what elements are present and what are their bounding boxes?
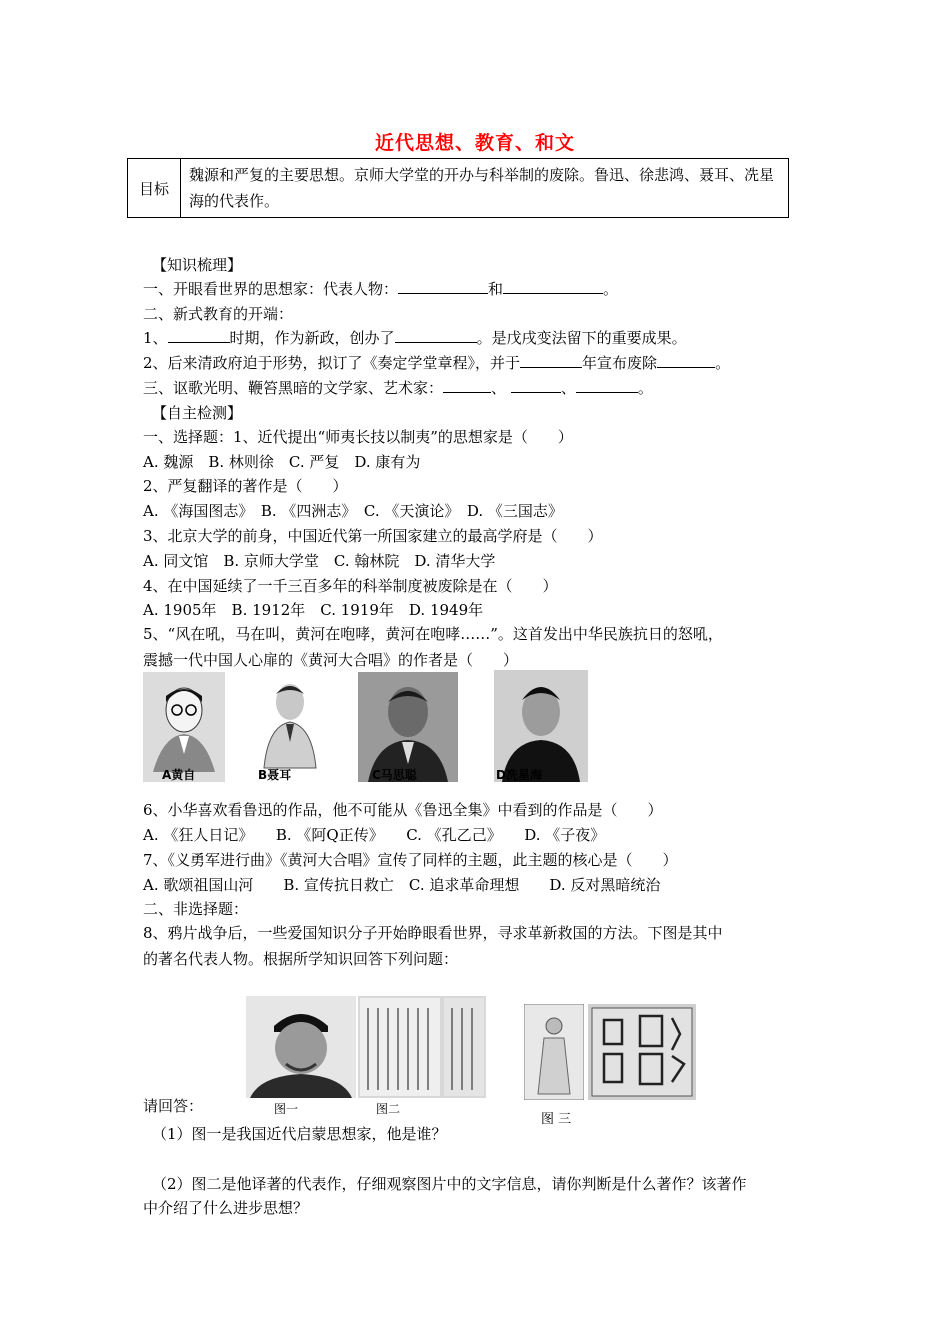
photo-caption-a: A黄自 bbox=[162, 768, 196, 782]
review-q1: 一、开眼看世界的思想家：代表人物： 和 。 bbox=[143, 280, 619, 298]
blank[interactable] bbox=[398, 279, 488, 294]
question-4: 4、在中国延续了一千三百多年的科举制度被废除是在（ ） bbox=[143, 577, 558, 595]
blank[interactable] bbox=[657, 353, 715, 368]
question-3: 3、北京大学的前身，中国近代第一所国家建立的最高学府是（ ） bbox=[143, 527, 603, 545]
question-2-options: A. 《海国图志》 B. 《四洲志》 C. 《天演论》 D. 《三国志》 bbox=[143, 502, 563, 520]
figure-three-book-cover bbox=[588, 1004, 696, 1100]
blank[interactable] bbox=[511, 378, 561, 393]
figure-three-caption: 图 三 bbox=[541, 1112, 572, 1127]
review-q3: 三、讴歌光明、鞭笞黑暗的文学家、艺术家： 、 、 。 bbox=[143, 379, 653, 397]
check-heading: 【自主检测】 bbox=[152, 404, 243, 422]
part-two-heading: 二、非选择题： bbox=[143, 900, 249, 918]
figure-two-caption: 图二 bbox=[376, 1102, 401, 1116]
question-5-line1: 5、“风在吼，马在叫，黄河在咆哮，黄河在咆哮……”。这首发出中华民族抗日的怒吼， bbox=[143, 625, 723, 643]
review-q2-1: 1、 时期，作为新政，创办了 。是戊戌变法留下的重要成果。 bbox=[143, 329, 687, 347]
review-q2: 二、新式教育的开端： bbox=[143, 305, 294, 323]
figure-three-portrait bbox=[524, 1004, 584, 1100]
figure-one-caption: 图一 bbox=[274, 1102, 299, 1116]
review-heading: 【知识梳理】 bbox=[152, 256, 243, 274]
review-q2-2: 2、后来清政府迫于形势，拟订了《奏定学堂章程》，并于 年宣布废除 。 bbox=[143, 354, 731, 372]
goal-table bbox=[127, 158, 789, 218]
blank[interactable] bbox=[503, 279, 603, 294]
question-3-options: A. 同文馆 B. 京师大学堂 C. 翰林院 D. 清华大学 bbox=[143, 552, 496, 570]
sub-question-1: （1）图一是我国近代启蒙思想家，他是谁？ bbox=[152, 1125, 447, 1143]
photo-caption-b: B聂耳 bbox=[258, 768, 292, 782]
question-7-options: A. 歌颂祖国山河 B. 宣传抗日救亡 C. 追求革命理想 D. 反对黑暗统治 bbox=[143, 876, 661, 894]
figure-two-photo bbox=[358, 996, 486, 1098]
question-8-line2: 的著名代表人物。根据所学知识回答下列问题： bbox=[143, 950, 459, 968]
goal-text: 魏源和严复的主要思想。京师大学堂的开办与科举制的废除。鲁迅、徐悲鸿、聂耳、冼星海的代表作。 bbox=[189, 166, 775, 210]
photo-caption-c: C马思聪 bbox=[372, 768, 417, 782]
question-2: 2、严复翻译的著作是（ ） bbox=[143, 477, 348, 495]
question-1-options: A. 魏源 B. 林则徐 C. 严复 D. 康有为 bbox=[143, 453, 421, 471]
figure-one-photo bbox=[246, 996, 356, 1098]
question-6: 6、小华喜欢看鲁迅的作品，他不可能从《鲁迅全集》中看到的作品是（ ） bbox=[143, 801, 663, 819]
goal-label: 目标 bbox=[128, 159, 181, 217]
question-4-options: A. 1905年 B. 1912年 C. 1919年 D. 1949年 bbox=[143, 601, 484, 619]
blank[interactable] bbox=[443, 378, 491, 393]
blank[interactable] bbox=[576, 378, 638, 393]
question-6-options: A. 《狂人日记》 B. 《阿Q正传》 C. 《孔乙己》 D. 《子夜》 bbox=[143, 826, 606, 844]
page-title: 近代思想、教育、和文 bbox=[374, 132, 575, 154]
question-1: 一、选择题：1、近代提出“师夷长技以制夷”的思想家是（ ） bbox=[143, 428, 573, 446]
blank[interactable] bbox=[520, 353, 582, 368]
question-7: 7、《义勇军进行曲》《黄河大合唱》宣传了同样的主题，此主题的核心是（ ） bbox=[143, 851, 678, 869]
blank[interactable] bbox=[168, 328, 230, 343]
question-8-line1: 8、鸦片战争后，一些爱国知识分子开始睁眼看世界，寻求革新救国的方法。下图是其中 bbox=[143, 924, 723, 942]
answer-prompt: 请回答： bbox=[143, 1097, 204, 1115]
sub-question-2-line1: （2）图二是他译著的代表作，仔细观察图片中的文字信息，请你判断是什么著作？该著作 bbox=[152, 1175, 747, 1193]
photo-caption-d: D冼星海 bbox=[496, 768, 542, 782]
blank[interactable] bbox=[395, 328, 477, 343]
sub-question-2-line2: 中介绍了什么进步思想？ bbox=[143, 1199, 309, 1217]
question-5-line2: 震撼一代中国人心扉的《黄河大合唱》的作者是（ ） bbox=[143, 651, 519, 669]
